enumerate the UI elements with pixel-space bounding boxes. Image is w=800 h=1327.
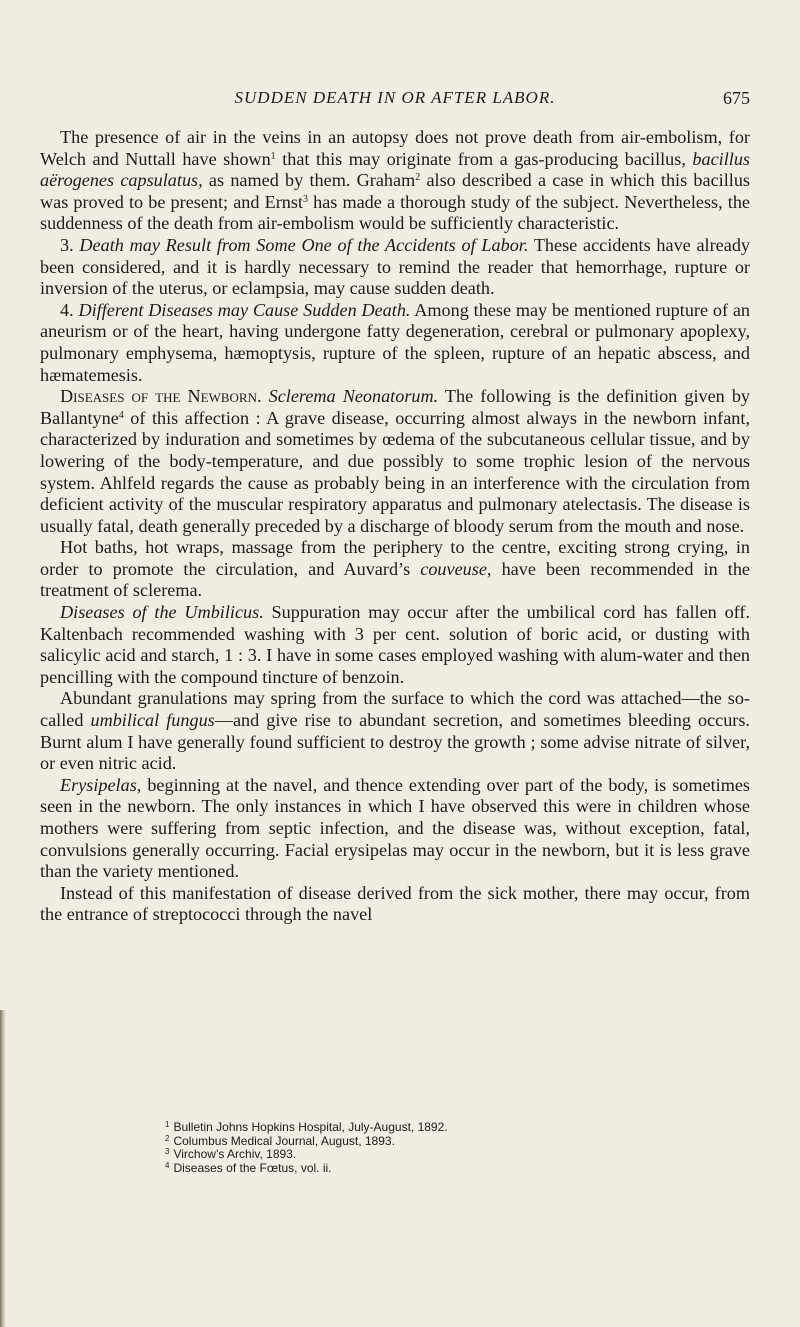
italic-term: bacillus aërogenes capsulatus, — [40, 148, 750, 191]
paragraph-accidents-of-labor — [40, 235, 750, 300]
text-span: have been recommended in the treatment of sclerema. — [40, 558, 750, 601]
subsection-heading: Sclerema Neonatorum. — [268, 386, 439, 407]
paragraph-sclerema-treatment — [40, 537, 750, 602]
subsection-heading: Diseases of the Umbilicus. — [60, 602, 264, 623]
paragraph-umbilical-fungus — [40, 688, 750, 774]
page-number: 675 — [723, 88, 750, 108]
footnote-ref-4: 4 — [118, 409, 124, 421]
subsection-heading: Erysipelas, — [60, 774, 142, 795]
text-span: has made a thorough study of the subject. Nevertheless, the suddenness of the death from air-embolism would be sufficiently characteristic. — [40, 191, 750, 234]
text-span: also described a case in which this bacillus was proved to be present; and Ernst — [40, 170, 750, 212]
book-page — [40, 0, 750, 1327]
footnote-ref-1: 1 — [270, 150, 276, 162]
running-title: SUDDEN DEATH IN OR AFTER LABOR. — [234, 88, 556, 107]
italic-term: umbilical fungus — [90, 710, 215, 731]
section-heading: Different Diseases may Cause Sudden Death. — [78, 299, 411, 320]
footnote-4 — [165, 1162, 665, 1176]
paragraph-sclerema — [40, 386, 750, 537]
italic-term: couveuse, — [420, 558, 492, 579]
text-span: Suppuration may occur after the umbilical cord has fallen off. Kaltenbach recommended washing with 3 per cent. solution of boric acid, or dusting with salicylic acid and starch, 1 : 3. I have in some cases employed washing with alum-water and then pencilling with the compound tincture of benzoin. — [40, 602, 750, 687]
text-span: Among these may be mentioned rupture of an aneurism or of the heart, having undergone fatty degeneration, cerebral or pulmonary apoplexy, pulmonary emphysema, hæmoptysis, rupture of the spleen, rupture of an hepatic abscess, and hæmatemesis. — [40, 299, 750, 385]
footnote-text: Bulletin Johns Hopkins Hospital, July-August, 1892. — [173, 1120, 448, 1134]
paragraph-different-diseases — [40, 300, 750, 386]
section-heading: Death may Result from Some One of the Accidents of Labor. — [79, 234, 529, 255]
text-span: These accidents have already been considered, and it is hardly necessary to remind the reader that hemorrhage, rupture or inversion of the uterus, or eclampsia, may cause sudden death. — [40, 234, 751, 299]
footnote-number: 2 — [165, 1133, 170, 1143]
text-span: as named by them. Graham — [202, 170, 416, 191]
body-text — [40, 127, 750, 926]
paragraph-erysipelas — [40, 775, 750, 883]
paragraph-streptococci — [40, 883, 750, 926]
text-span: The presence of air in the veins in an autopsy does not prove death from air-embolism, for Welch and Nuttall have shown — [40, 127, 750, 169]
section-number: 4. — [60, 299, 79, 320]
footnote-number: 4 — [165, 1160, 170, 1170]
section-heading-smallcaps: Diseases of the Newborn. — [60, 386, 262, 407]
footnote-2 — [165, 1135, 665, 1149]
text-span: The following is the definition given by Ballantyne — [40, 386, 751, 428]
footnote-1 — [165, 1121, 665, 1135]
text-span: that this may originate from a gas-producing bacillus, — [275, 148, 693, 169]
running-head — [40, 88, 750, 112]
text-span: of this affection : A grave disease, occurring almost always in the newborn infant, characterized by induration and sometimes by œdema of the subcutaneous cellular tissue, and by lowering of the body-temperature, and due possibly to some trophic lesion of the nervous system. Ahlfeld regards the cause as probably being in an interference with the circulation from deficient activity of the muscular respiratory apparatus and pulmonary atelectasis. The disease is usually fatal, death generally preceded by a discharge of bloody serum from the mouth and nose. — [40, 407, 750, 536]
text-span: beginning at the navel, and thence extending over part of the body, is sometimes seen in the newborn. The only instances in which I have observed this were in children whose mothers were suffering from septic infection, and the disease was, without exception, fatal, convulsions generally occurring. Facial erysipelas may occur in the newborn, but it is less grave than the variety mentioned. — [40, 774, 750, 882]
text-span: Abundant granulations may spring from the surface to which the cord was attached—the so-called — [40, 688, 750, 731]
paragraph-umbilicus — [40, 602, 750, 688]
footnote-number: 3 — [165, 1147, 170, 1157]
text-span: Hot baths, hot wraps, massage from the periphery to the centre, exciting strong crying, in order to promote the circulation, and Auvard’s — [40, 537, 750, 579]
page-edge-shadow — [0, 1010, 6, 1327]
footnote-text: Diseases of the Fœtus, vol. ii. — [173, 1160, 332, 1175]
footnote-3 — [165, 1148, 665, 1162]
text-span: Instead of this manifestation of disease derived from the sick mother, there may occur, from the entrance of streptococci through the navel — [40, 882, 750, 925]
text-span: —and give rise to abundant secretion, and sometimes bleeding occurs. Burnt alum I have generally found sufficient to destroy the growth ; some advise nitrate of silver, or even nitric acid. — [40, 710, 750, 774]
footnote-number: 1 — [165, 1120, 170, 1129]
footnote-ref-3: 3 — [302, 193, 308, 205]
paragraph-air-embolism — [40, 127, 750, 235]
footnote-text: Virchow’s Archiv, 1893. — [173, 1147, 297, 1162]
footnote-ref-2: 2 — [415, 172, 421, 184]
footnote-text: Columbus Medical Journal, August, 1893. — [173, 1133, 395, 1148]
section-number: 3. — [60, 234, 80, 255]
footnotes — [165, 1121, 665, 1175]
